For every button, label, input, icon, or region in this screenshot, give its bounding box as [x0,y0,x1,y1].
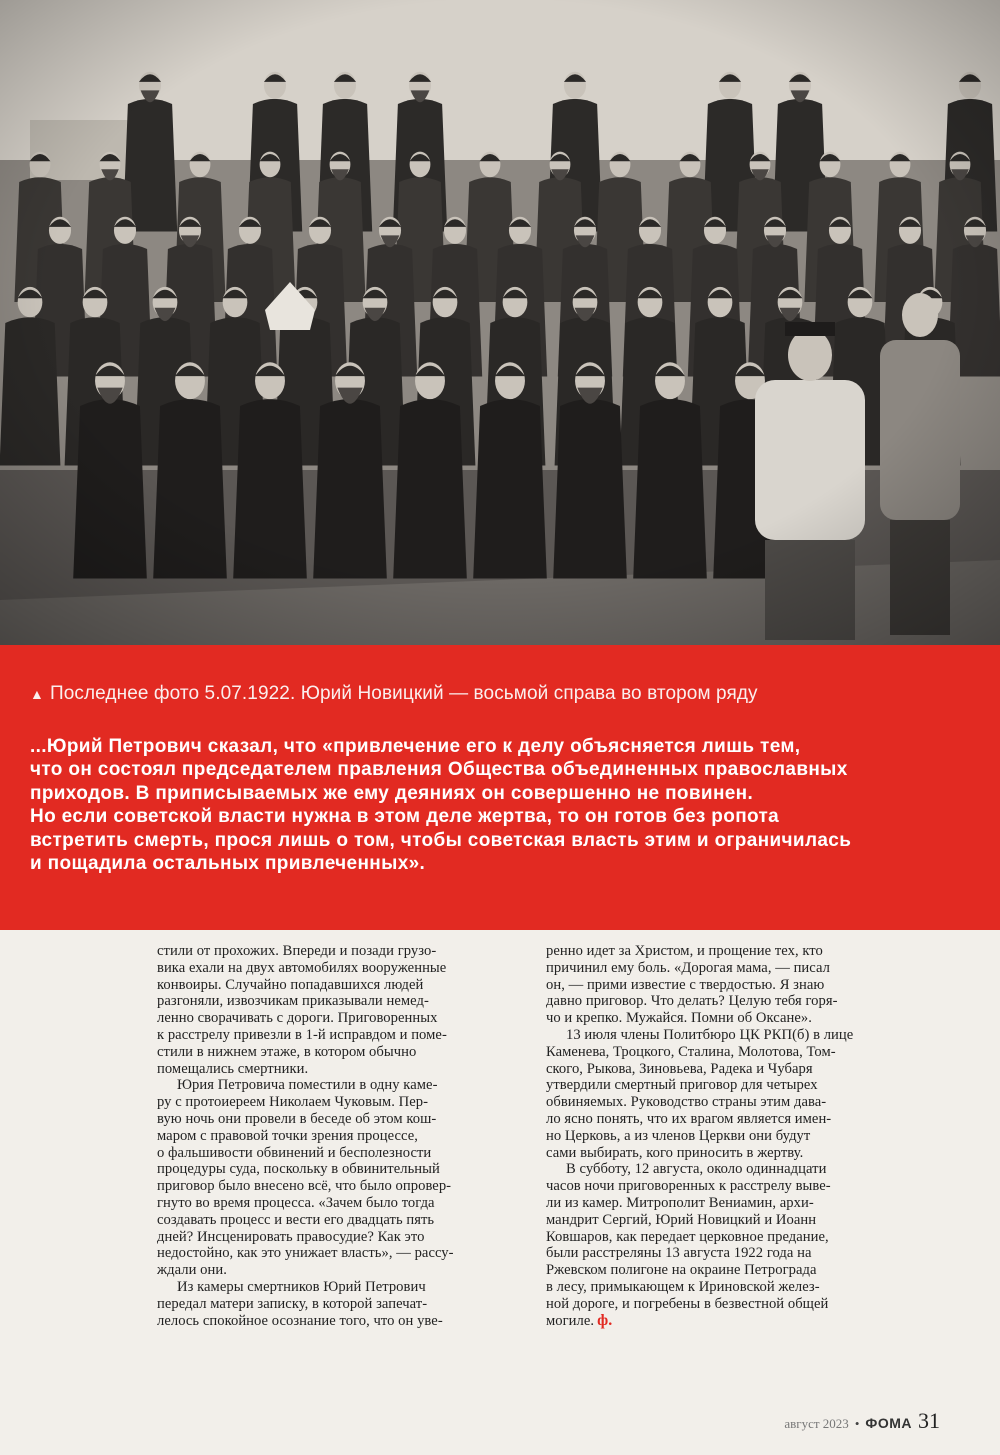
group-photo [0,0,1000,645]
text-line-content: ренно идет за Христом, и прощение тех, кто [546,943,823,959]
text-line-content: стили в нижнем этаже, в котором обычно [157,1043,417,1060]
text-line [157,1145,509,1162]
text-line [157,1296,509,1313]
text-line-content: причинил ему боль. «Дорогая мама, — писал [546,959,830,976]
quote-line: и пощадила остальных привлеченных». [30,853,426,875]
text-line [546,1128,904,1145]
text-line [157,1077,509,1094]
text-line [157,1111,509,1128]
quote-band [0,645,1000,930]
text-line [546,943,904,960]
text-line [157,1044,509,1061]
text-line-content: лелось спокойное осознание того, что он уве- [157,1312,443,1329]
text-line [157,943,509,960]
text-line [546,1178,904,1195]
magazine-name: ФОМА [865,1415,912,1431]
text-line-content: вика ехали на двух автомобилях вооруженные [157,959,447,976]
text-line-content: ной дороге, и погребены в безвестной общей [546,1295,829,1312]
quote-line: приходов. В приписываемых же ему деяниях он совершенно не повинен. [30,782,754,804]
text-line [157,1245,509,1262]
text-line-content: он, — прими известие с твердостью. Я знаю [546,976,825,993]
text-line [157,977,509,994]
text-line [157,1279,509,1296]
quote-line: ...Юрий Петрович сказал, что «привлечение его к делу объясняется лишь тем, [30,736,801,757]
end-of-article-mark: ф. [597,1311,613,1329]
text-line-content: В субботу, 12 августа, около одиннадцати [566,1161,827,1178]
text-line [546,1027,904,1044]
text-line-content: ленно сворачивать с дороги. Приговоренных [157,1010,438,1027]
text-line-content: Ржевском полигоне на окраине Петрограда [546,1262,817,1279]
text-line [157,1262,509,1279]
text-line [546,1010,904,1027]
pull-quote [30,735,970,875]
text-line [546,1145,904,1162]
quote-line: Но если советской власти нужна в этом деле жертва, то он готов без ропота [30,806,780,828]
text-line-content: помещались смертники. [157,1060,309,1077]
text-line [546,1061,904,1078]
footer-separator: • [854,1416,860,1431]
text-line [157,1313,509,1330]
text-line-content: передал матери записку, в которой запечат- [157,1295,428,1312]
text-line [546,1245,904,1262]
text-line [546,993,904,1010]
text-line-content: Каменева, Троцкого, Сталина, Молотова, Том- [546,1043,836,1060]
text-line [157,1094,509,1111]
text-line-content: разгоняли, извозчикам приказывали немед- [157,993,429,1010]
text-line [546,1296,904,1313]
text-line [546,1229,904,1246]
text-line [546,1195,904,1212]
text-line-content: ло ясно понять, что их врагом является имен- [546,1110,832,1127]
text-line-content: недостойно, как это унижает власть», — рассу- [157,1245,454,1262]
text-line [546,1094,904,1111]
text-line-content: процедуры суда, поскольку в обвинительный [157,1161,440,1178]
page-footer [784,1408,940,1434]
text-line-content: были расстреляны 13 августа 1922 года на [546,1245,812,1262]
text-line [546,1161,904,1178]
text-line-content: приговор было внесено всё, что было опровер- [157,1178,452,1195]
text-line-content: о фальшивости обвинений и бесполезности [157,1144,432,1161]
text-line [157,1027,509,1044]
photo-caption-text: Последнее фото 5.07.1922. Юрий Новицкий — восьмой справа во втором ряду [49,683,758,704]
triangle-up-icon: ▲ [30,686,44,702]
page-number: 31 [918,1408,940,1433]
text-line-content: к расстрелу привезли в 1-й исправдом и поме- [157,1026,447,1043]
text-line [546,1077,904,1094]
text-line [546,960,904,977]
text-line [157,1128,509,1145]
text-line [546,1313,904,1330]
text-line-content: ждали они. [157,1262,227,1279]
group-photo-illustration [0,0,1000,645]
text-line [157,1229,509,1246]
issue-date: август 2023 [784,1416,849,1431]
text-line [157,1010,509,1027]
text-column-right [546,943,904,1329]
text-line-content: 13 июля члены Политбюро ЦК РКП(б) в лице [566,1026,854,1043]
quote-line: что он состоял председателем правления Общества объединенных православных [30,759,848,781]
text-line-content: мандрит Сергий, Юрий Новицкий и Иоанн [546,1211,817,1228]
text-line [157,1195,509,1212]
text-line-content: стили от прохожих. Впереди и позади грузо- [157,943,437,959]
text-line-content: маром с правовой точки зрения процессе, [157,1127,418,1144]
text-line-content: часов ночи приговоренных к расстрелу выве- [546,1178,831,1195]
text-line-content: конвоиры. Случайно попадавшихся людей [157,976,424,993]
text-line [546,1044,904,1061]
text-line-content: чо и крепко. Мужайся. Помни об Оксане». [546,1010,812,1027]
text-line-content: в лесу, примыкающем к Ириновской желез- [546,1278,820,1295]
text-line [546,1212,904,1229]
text-line [157,1161,509,1178]
text-line-content: давно приговор. Что делать? Целую тебя горя- [546,993,838,1010]
text-line [546,1111,904,1128]
text-line [157,960,509,977]
text-line [546,1279,904,1296]
photo-caption [30,683,970,705]
text-line [546,1262,904,1279]
text-line [546,977,904,994]
text-line-content: обвиняемых. Руководство страны этим дава- [546,1094,827,1111]
text-column-left [157,943,509,1329]
text-line-content: ру с протоиереем Николаем Чуковым. Пер- [157,1094,428,1111]
text-line-content: могиле. [546,1312,595,1329]
text-line-content: утвердили смертный приговор для четырех [546,1077,818,1094]
text-line [157,1178,509,1195]
text-line-content: вую ночь они провели в беседе об этом кош- [157,1110,437,1127]
text-line [157,1061,509,1078]
text-line-content: создавать процесс и вести его двадцать пять [157,1211,435,1228]
text-line [157,993,509,1010]
text-line-content: гнуто во время процесса. «Зачем было тогда [157,1194,435,1211]
text-line-content: ли из камер. Митрополит Вениамин, архи- [546,1194,814,1211]
text-line-content: Ковшаров, как передает церковное предание, [546,1228,829,1245]
text-line-content: но Церковь, а из членов Церкви они будут [546,1127,811,1144]
quote-line: встретить смерть, прося лишь о том, чтобы советская власть этим и ограничилась [30,829,852,851]
text-line-content: дней? Инсценировать правосудие? Как это [157,1228,425,1245]
text-line-content: ского, Рыкова, Зиновьева, Радека и Чубаря [546,1060,813,1077]
text-line-content: сами выбирать, кого приносить в жертву. [546,1144,804,1161]
text-line-content: Юрия Петровича поместили в одну каме- [177,1077,438,1094]
text-line-content: Из камеры смертников Юрий Петрович [177,1278,426,1295]
text-line [157,1212,509,1229]
